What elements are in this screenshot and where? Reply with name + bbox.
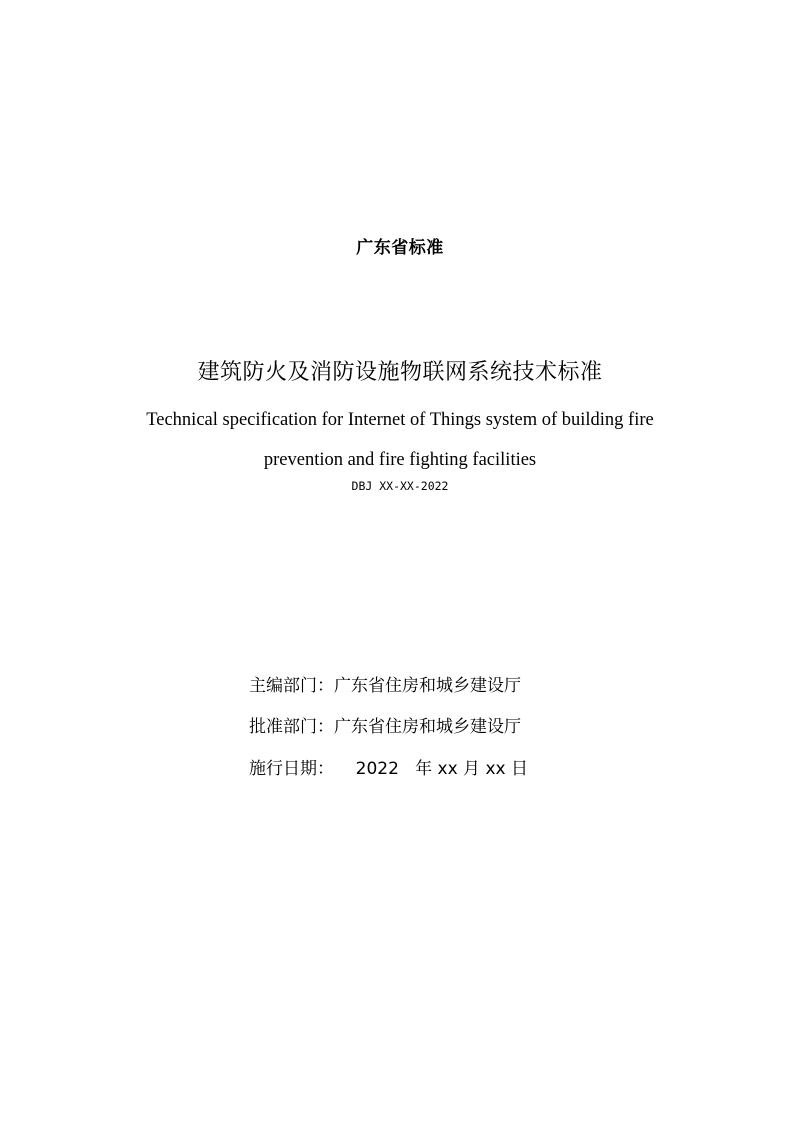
effective-date-month: xx [437, 759, 458, 779]
document-title-chinese: 建筑防火及消防设施物联网系统技术标准 [197, 360, 603, 385]
approver-department-label: 批准部门： [249, 717, 334, 737]
standard-code: DBJ XX-XX-2022 [351, 479, 449, 493]
effective-date-day: xx [485, 759, 506, 779]
standard-category: 广东省标准 [356, 238, 444, 258]
editor-department-line [249, 675, 521, 697]
effective-date-day-unit: 日 [510, 759, 528, 779]
effective-date-month-unit: 月 [463, 759, 481, 779]
document-title-english: Technical specification for Internet of Things system of building fire prevention and fire fighting facilities [146, 410, 654, 470]
approver-department-value: 广东省住房和城乡建设厅 [334, 717, 521, 737]
editor-department-label: 主编部门： [249, 676, 334, 696]
approver-department-line [249, 716, 521, 738]
effective-date-year: 2022 [355, 759, 399, 779]
effective-date-year-unit: 年 [415, 759, 433, 779]
editor-department-value: 广东省住房和城乡建设厅 [334, 676, 521, 696]
effective-date-label: 施行日期： [249, 759, 334, 779]
effective-date-line [249, 758, 528, 780]
